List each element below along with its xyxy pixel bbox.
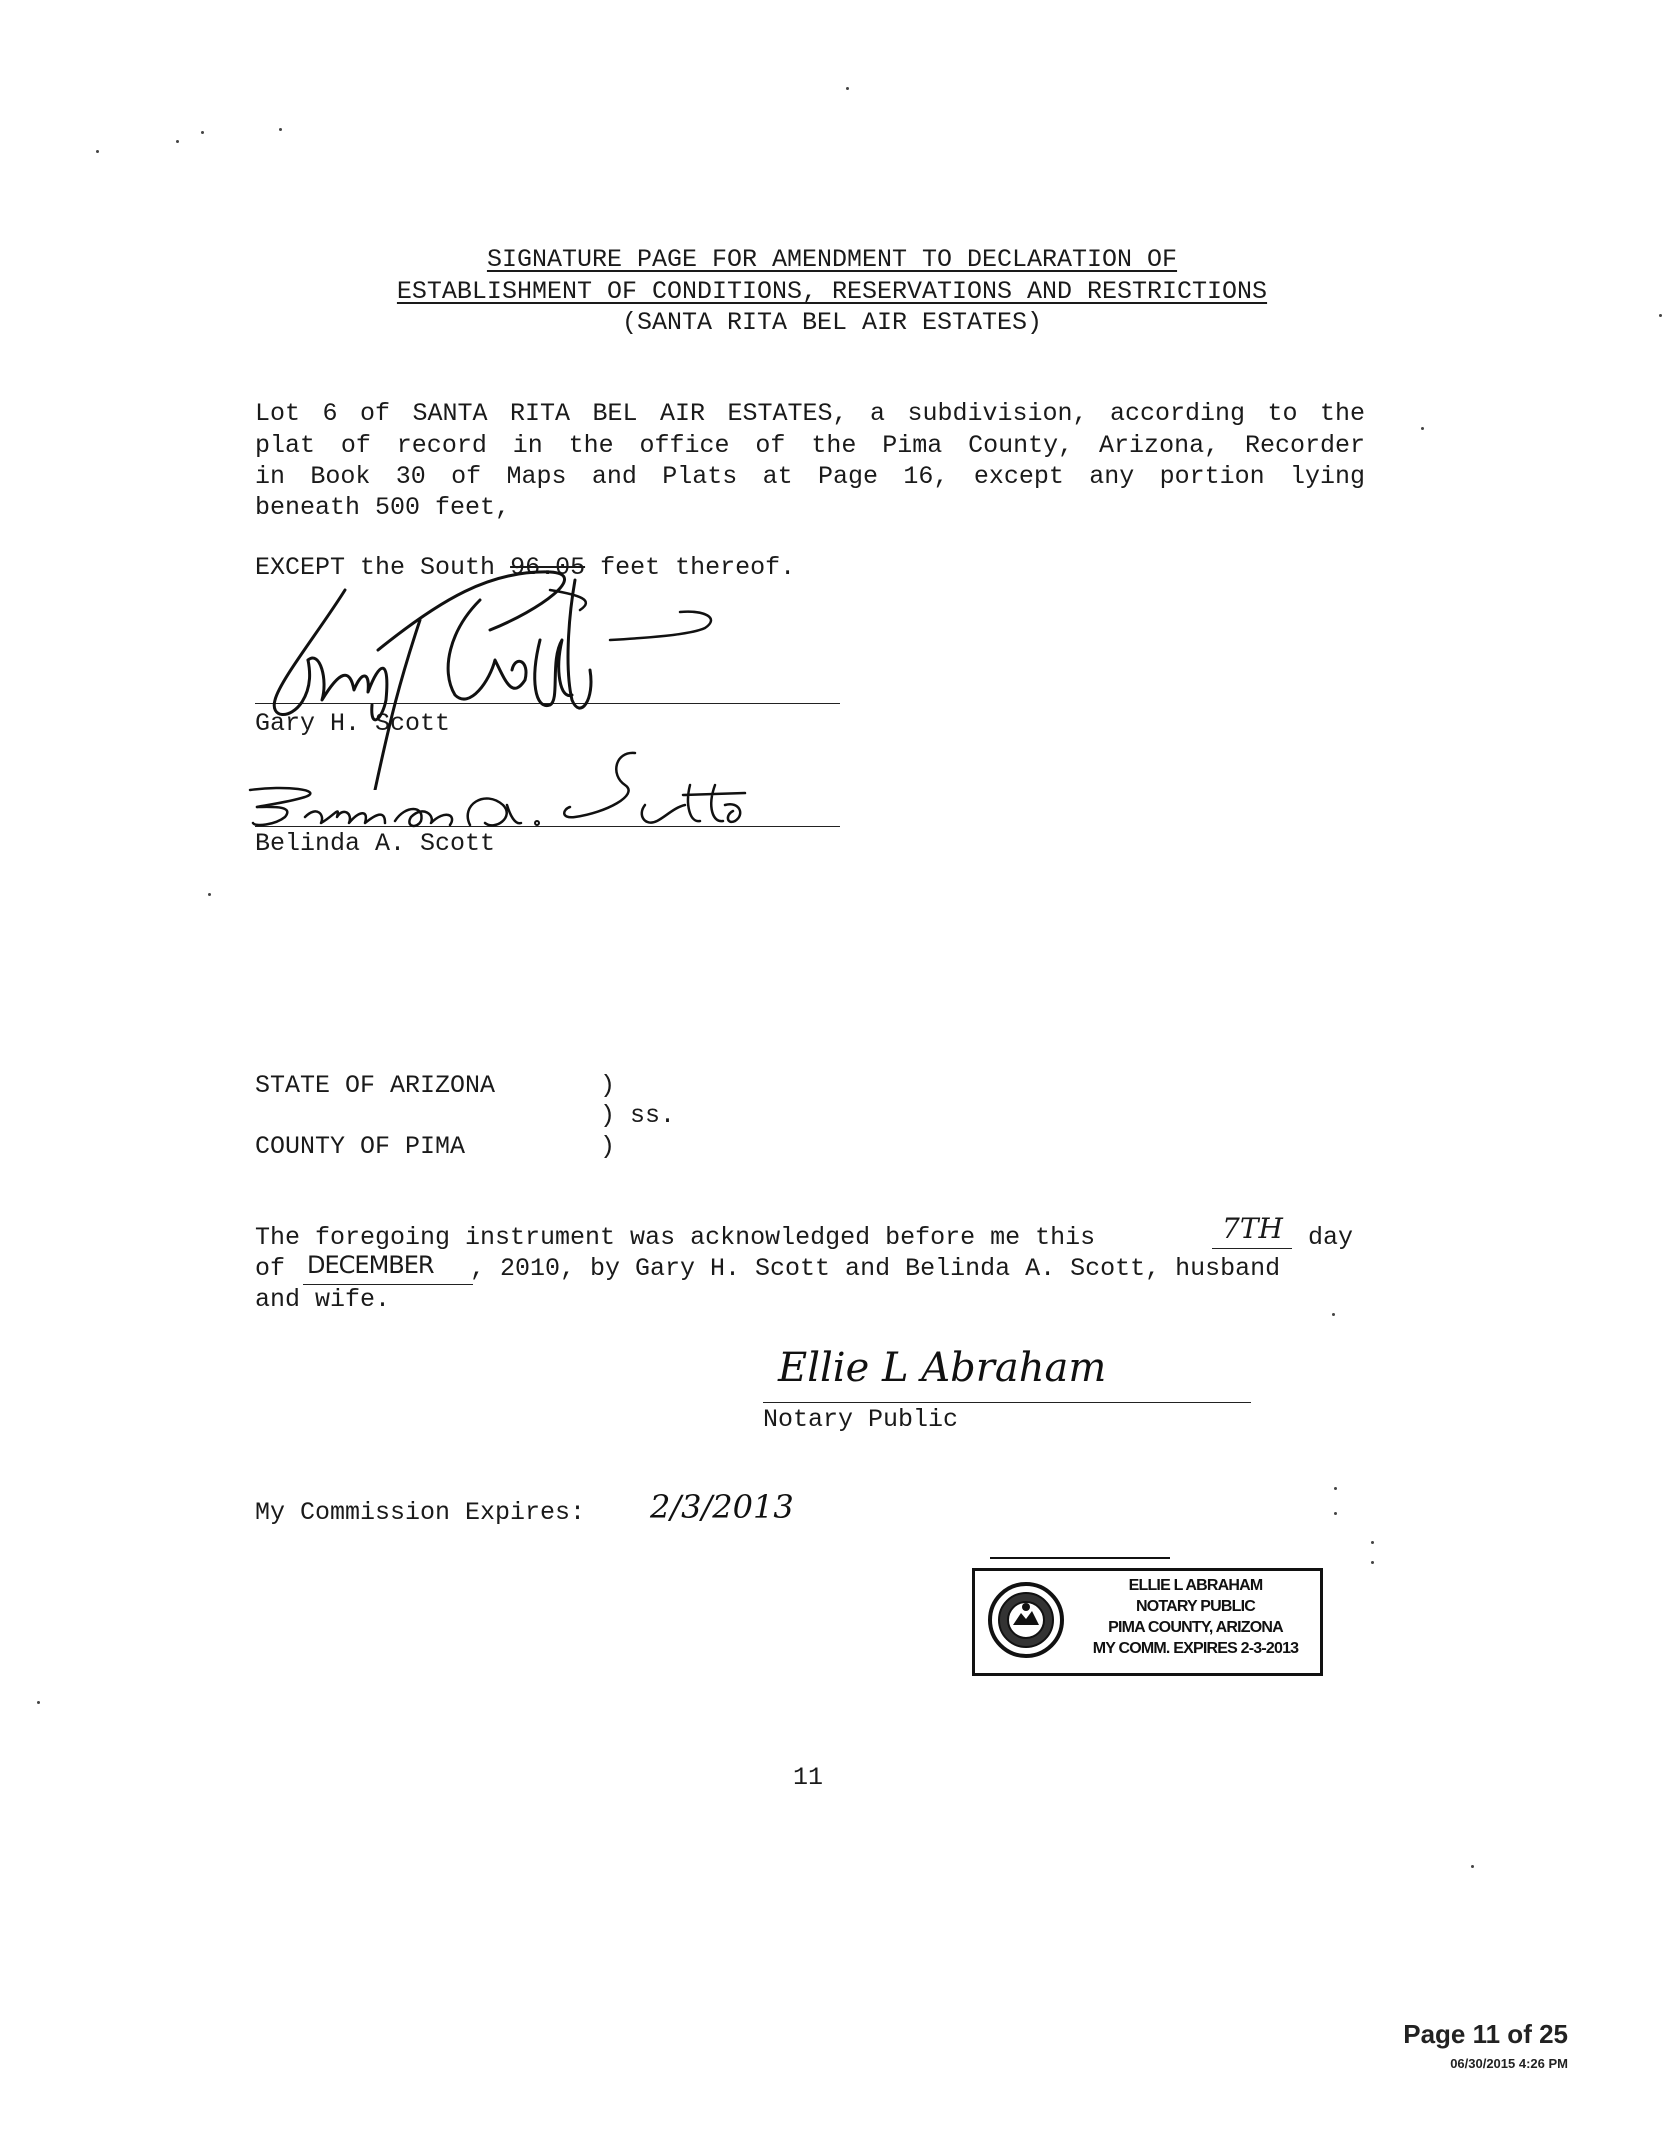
stamp-text — [1073, 1575, 1318, 1659]
ack-day-handwritten: 7TH — [1222, 1212, 1283, 1245]
ack-line-1-prefix: The foregoing instrument was acknowledged before me this — [255, 1223, 1096, 1252]
signer-name-gary: Gary H. Scott — [255, 709, 451, 738]
scan-speck — [1334, 1512, 1337, 1515]
venue-state: STATE OF ARIZONA — [255, 1071, 496, 1100]
stamp-line-4: MY COMM. EXPIRES 2-3-2013 — [1092, 1640, 1299, 1657]
scan-speck — [176, 140, 179, 143]
stamp-line-3: PIMA COUNTY, ARIZONA — [1108, 1619, 1283, 1636]
notary-signature-line — [763, 1402, 1251, 1403]
scan-speck — [1332, 1313, 1335, 1316]
legal-line-2: plat of record in the office of the Pima County, Arizona, Recorder — [255, 431, 1365, 460]
ack-line-1-suffix: day — [1308, 1223, 1354, 1252]
ack-line-3: and wife. — [255, 1285, 391, 1314]
scan-speck — [1471, 1865, 1474, 1868]
scan-speck — [279, 128, 282, 131]
venue-ss: ) ss. — [600, 1101, 676, 1130]
venue-county: COUNTY OF PIMA — [255, 1132, 466, 1161]
notary-signature: Ellie L Abraham — [778, 1345, 1107, 1391]
commission-date-handwritten: 2/3/2013 — [650, 1488, 794, 1526]
struck-value: 96.05 — [510, 553, 586, 582]
exception-prefix: EXCEPT the South — [255, 553, 496, 582]
scan-speck — [1371, 1541, 1374, 1544]
ack-day-field — [1212, 1210, 1292, 1249]
ack-month-field — [303, 1248, 473, 1285]
legal-line-3: in Book 30 of Maps and Plats at Page 16, except any portion lying — [255, 462, 1365, 491]
ack-line-2-prefix: of — [255, 1254, 286, 1283]
exception-suffix: feet thereof. — [600, 553, 796, 582]
ack-month-handwritten: DECEMBER — [307, 1251, 434, 1279]
state-seal-icon — [987, 1581, 1065, 1659]
signature-belinda-scott — [245, 745, 805, 840]
notary-stamp — [972, 1568, 1323, 1676]
page-number: 11 — [792, 1763, 823, 1792]
scan-speck — [96, 150, 99, 153]
footer-timestamp: 06/30/2015 4:26 PM — [1450, 2056, 1568, 2071]
title-line-2: ESTABLISHMENT OF CONDITIONS, RESERVATIONS AND RESTRICTIONS — [396, 277, 1268, 306]
legal-line-4: beneath 500 feet, — [255, 493, 511, 522]
scan-speck — [208, 893, 211, 896]
title-line-1: SIGNATURE PAGE FOR AMENDMENT TO DECLARATION OF — [486, 245, 1178, 274]
scan-speck — [37, 1701, 40, 1704]
venue-paren-1: ) — [600, 1071, 616, 1100]
footer-page-label: Page 11 of 25 — [1403, 2019, 1568, 2049]
venue-paren-3: ) — [600, 1132, 616, 1161]
signer-name-belinda: Belinda A. Scott — [255, 829, 496, 858]
scan-speck — [1334, 1487, 1337, 1490]
legal-line-1: Lot 6 of SANTA RITA BEL AIR ESTATES, a subdivision, according to the — [255, 399, 1365, 428]
stamp-top-rule — [990, 1557, 1170, 1559]
stamp-line-2: NOTARY PUBLIC — [1135, 1598, 1256, 1615]
title-line-3: (SANTA RITA BEL AIR ESTATES) — [621, 308, 1043, 337]
commission-label: My Commission Expires: — [255, 1498, 586, 1527]
scan-speck — [1371, 1561, 1374, 1564]
stamp-line-1: ELLIE L ABRAHAM — [1128, 1577, 1263, 1594]
notary-label: Notary Public — [763, 1405, 959, 1434]
scan-speck — [1421, 427, 1424, 430]
scan-speck — [846, 87, 849, 90]
ack-line-2-suffix: , 2010, by Gary H. Scott and Belinda A. Scott, husband — [470, 1254, 1281, 1283]
scan-speck — [201, 131, 204, 134]
